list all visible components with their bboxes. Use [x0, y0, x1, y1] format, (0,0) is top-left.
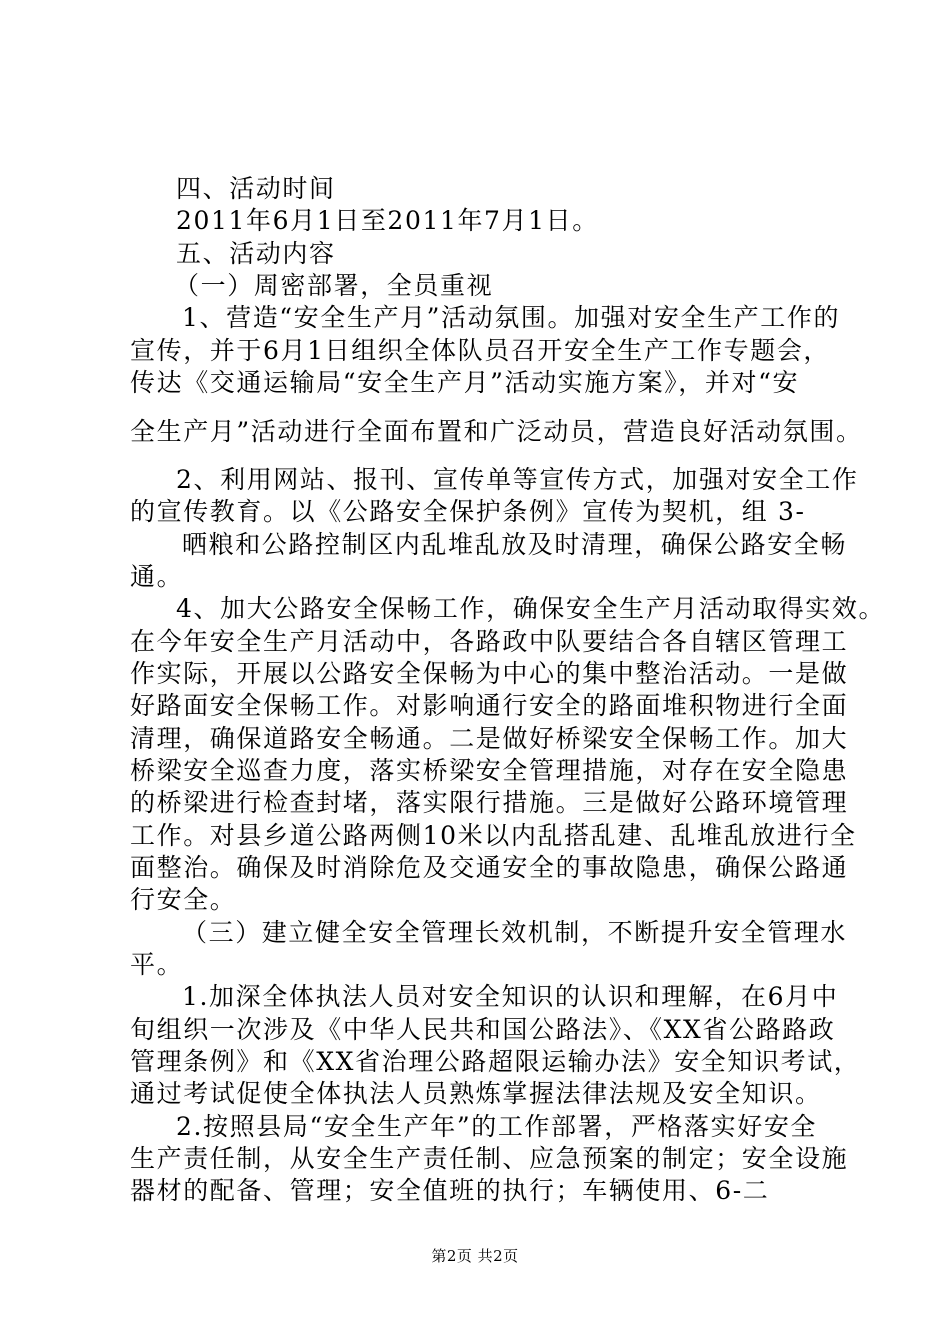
- paragraph-line: 传达《交通运输局“安全生产月”活动实施方案》，并对“安: [130, 368, 800, 397]
- paragraph-line: 1.加深全体执法人员对安全知识的认识和理解，在6月中: [182, 982, 839, 1011]
- paragraph-line: 桥梁安全巡查力度，落实桥梁安全管理措施，对存在安全隐患: [130, 756, 849, 785]
- paragraph-line: 的宣传教育。以《公路安全保护条例》宣传为契机，组 3-: [130, 497, 806, 526]
- subsection-heading-3: （三）建立健全安全管理长效机制，不断提升安全管理水: [182, 918, 848, 947]
- paragraph-line: 晒粮和公路控制区内乱堆乱放及时清理，确保公路安全畅: [182, 530, 848, 559]
- paragraph-line: 2、利用网站、报刊、宣传单等宣传方式，加强对安全工作: [176, 465, 859, 494]
- paragraph-line: 生产责任制，从安全生产责任制、应急预案的制定；安全设施: [130, 1144, 849, 1173]
- paragraph-line: 1、营造“安全生产月”活动氛围。加强对安全生产工作的: [182, 303, 841, 332]
- paragraph-line: 面整治。确保及时消除危及交通安全的事故隐患，确保公路通: [130, 853, 849, 882]
- paragraph-line: 平。: [130, 950, 184, 979]
- paragraph-line: 全生产月”活动进行全面布置和广泛动员，营造良好活动氛围。: [130, 417, 863, 446]
- activity-time-text: 2011年6月1日至2011年7月1日。: [176, 206, 599, 235]
- paragraph-line: 的桥梁进行检查封堵，落实限行措施。三是做好公路环境管理: [130, 788, 849, 817]
- section-heading-activity-content: 五、活动内容: [176, 239, 336, 268]
- paragraph-line: 作实际，开展以公路安全保畅为中心的集中整治活动。一是做: [130, 659, 849, 688]
- page-number-footer: 第2页 共2页: [431, 1247, 519, 1265]
- paragraph-line: 管理条例》和《XX省治理公路超限运输办法》安全知识考试，: [130, 1047, 861, 1076]
- paragraph-line: 通。: [130, 562, 184, 591]
- paragraph-line: 在今年安全生产月活动中，各路政中队要结合各自辖区管理工: [130, 627, 849, 656]
- paragraph-line: 4、加大公路安全保畅工作，确保安全生产月活动取得实效。: [176, 594, 886, 623]
- section-heading-activity-time: 四、活动时间: [176, 174, 336, 203]
- paragraph-line: 通过考试促使全体执法人员熟炼掌握法律法规及安全知识。: [130, 1079, 822, 1108]
- paragraph-line: 器材的配备、管理；安全值班的执行；车辆使用、6-二: [130, 1176, 770, 1205]
- paragraph-line: 行安全。: [130, 885, 237, 914]
- paragraph-line: 2.按照县局“安全生产年”的工作部署，严格落实好安全: [176, 1112, 818, 1141]
- paragraph-line: 工作。对县乡道公路两侧10米以内乱搭乱建、乱堆乱放进行全: [130, 821, 857, 850]
- subsection-heading-1: （一）周密部署，全员重视: [174, 271, 494, 300]
- paragraph-line: 清理，确保道路安全畅通。二是做好桥梁安全保畅工作。加大: [130, 724, 849, 753]
- paragraph-line: 旬组织一次涉及《中华人民共和国公路法》、《XX省公路路政: [130, 1015, 836, 1044]
- paragraph-line: 宣传，并于6月1日组织全体队员召开安全生产工作专题会，: [130, 336, 831, 365]
- paragraph-line: 好路面安全保畅工作。对影响通行安全的路面堆积物进行全面: [130, 691, 849, 720]
